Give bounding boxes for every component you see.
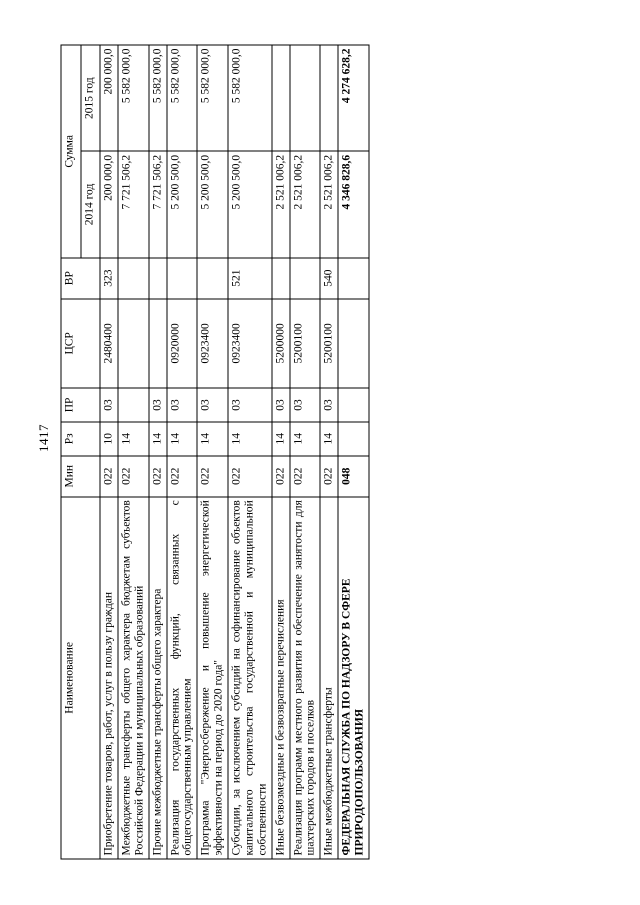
- row-sum-2015: 5 582 000,0: [118, 45, 149, 151]
- row-sum-2014: 2 521 006,2: [272, 151, 290, 257]
- table-row: [228, 45, 272, 859]
- row-pr: 03: [167, 388, 198, 422]
- row-sum-2014: 2 521 006,2: [320, 151, 338, 257]
- row-sum-2014: 5 200 500,0: [197, 151, 228, 257]
- row-rz: 14: [167, 422, 198, 456]
- row-min: 022: [272, 456, 290, 497]
- col-header-sum-group: Сумма: [61, 45, 81, 258]
- row-min: 022: [228, 456, 272, 497]
- row-vr: [272, 258, 290, 299]
- row-sum-2015: [272, 45, 290, 151]
- row-name: Приобретение товаров, работ, услуг в пользу граждан: [100, 497, 118, 859]
- col-header-min: Мин: [61, 456, 100, 497]
- page-number: 1417: [36, 424, 51, 452]
- row-csr: [338, 299, 369, 388]
- row-sum-2014: 7 721 506,2: [118, 151, 149, 257]
- row-sum-2015: 5 582 000,0: [228, 45, 272, 151]
- row-csr: 2480400: [100, 299, 118, 388]
- row-min: 022: [118, 456, 149, 497]
- table-row: [272, 45, 290, 859]
- row-csr: [118, 299, 149, 388]
- row-pr: 03: [290, 388, 321, 422]
- row-name: Реализация государственных функций, связанных с общегосударственным управлением: [167, 497, 198, 859]
- row-sum-2014: 200 000,0: [100, 151, 118, 257]
- row-vr: [118, 258, 149, 299]
- row-name: Субсидии, за исключением субсидий на софинансирование объектов капитального строительства государственной и муниципальной собственности: [228, 497, 272, 859]
- col-header-rz: Рз: [61, 422, 100, 456]
- row-csr: [149, 299, 167, 388]
- row-csr: 5200100: [320, 299, 338, 388]
- col-header-csr: ЦСР: [61, 299, 100, 388]
- row-name: Межбюджетные трансферты общего характера бюджетам субъектов Российской Федерации и муниципальных образований: [118, 497, 149, 859]
- row-csr: 0920000: [167, 299, 198, 388]
- row-rz: 10: [100, 422, 118, 456]
- row-pr: 03: [320, 388, 338, 422]
- row-rz: [338, 422, 369, 456]
- row-min: 022: [167, 456, 198, 497]
- row-rz: 14: [272, 422, 290, 456]
- col-header-year-2014: 2014 год: [81, 151, 101, 257]
- row-csr: 5200000: [272, 299, 290, 388]
- row-vr: 540: [320, 258, 338, 299]
- table-row: [197, 45, 228, 859]
- table-row: [149, 45, 167, 859]
- table-header: [61, 45, 100, 859]
- table-row: [320, 45, 338, 859]
- row-name: ФЕДЕРАЛЬНАЯ СЛУЖБА ПО НАДЗОРУ В СФЕРЕ ПРИРОДОПОЛЬЗОВАНИЯ: [338, 497, 369, 859]
- col-header-year-2015: 2015 год: [81, 45, 101, 151]
- table-row: [290, 45, 321, 859]
- row-sum-2015: 5 582 000,0: [197, 45, 228, 151]
- row-pr: 03: [228, 388, 272, 422]
- table-row: [100, 45, 118, 859]
- row-sum-2015: [320, 45, 338, 151]
- row-rz: 14: [118, 422, 149, 456]
- row-pr: [338, 388, 369, 422]
- table-row: [118, 45, 149, 859]
- col-header-pr: ПР: [61, 388, 100, 422]
- row-pr: 03: [272, 388, 290, 422]
- row-sum-2015: 200 000,0: [100, 45, 118, 151]
- col-header-vr: ВР: [61, 258, 100, 299]
- row-sum-2014: 7 721 506,2: [149, 151, 167, 257]
- row-name: Реализация программ местного развития и обеспечение занятости для шахтерских городов и поселков: [290, 497, 321, 859]
- row-vr: 323: [100, 258, 118, 299]
- table-row: [167, 45, 198, 859]
- row-rz: 14: [320, 422, 338, 456]
- row-vr: [338, 258, 369, 299]
- row-rz: 14: [197, 422, 228, 456]
- row-min: 022: [197, 456, 228, 497]
- row-min: 022: [100, 456, 118, 497]
- row-sum-2015: 5 582 000,0: [149, 45, 167, 151]
- row-csr: 0923400: [228, 299, 272, 388]
- row-vr: [290, 258, 321, 299]
- row-pr: [118, 388, 149, 422]
- row-sum-2014: 4 346 828,6: [338, 151, 369, 257]
- row-sum-2014: 5 200 500,0: [228, 151, 272, 257]
- row-rz: 14: [228, 422, 272, 456]
- row-vr: 521: [228, 258, 272, 299]
- table-row: [338, 45, 369, 859]
- row-sum-2015: 4 274 628,2: [338, 45, 369, 151]
- budget-table-container: [61, 45, 581, 860]
- row-rz: 14: [149, 422, 167, 456]
- budget-table: [61, 45, 370, 860]
- row-sum-2015: [290, 45, 321, 151]
- row-csr: 0923400: [197, 299, 228, 388]
- row-min: 022: [290, 456, 321, 497]
- row-min: 022: [320, 456, 338, 497]
- col-header-name: Наименование: [61, 497, 100, 859]
- row-sum-2014: 5 200 500,0: [167, 151, 198, 257]
- row-sum-2014: 2 521 006,2: [290, 151, 321, 257]
- row-vr: [167, 258, 198, 299]
- row-pr: 03: [197, 388, 228, 422]
- row-vr: [197, 258, 228, 299]
- row-vr: [149, 258, 167, 299]
- row-sum-2015: 5 582 000,0: [167, 45, 198, 151]
- row-min: 022: [149, 456, 167, 497]
- row-pr: 03: [100, 388, 118, 422]
- table-body: [100, 45, 369, 859]
- row-pr: 03: [149, 388, 167, 422]
- row-csr: 5200100: [290, 299, 321, 388]
- row-min: 048: [338, 456, 369, 497]
- row-name: Иные межбюджетные трансферты: [320, 497, 338, 859]
- row-name: Иные безвозмездные и безвозвратные перечисления: [272, 497, 290, 859]
- row-name: Прочие межбюджетные трансферты общего характера: [149, 497, 167, 859]
- row-name: Программа "Энергосбережение и повышение энергетической эффективности на период до 2020 года": [197, 497, 228, 859]
- row-rz: 14: [290, 422, 321, 456]
